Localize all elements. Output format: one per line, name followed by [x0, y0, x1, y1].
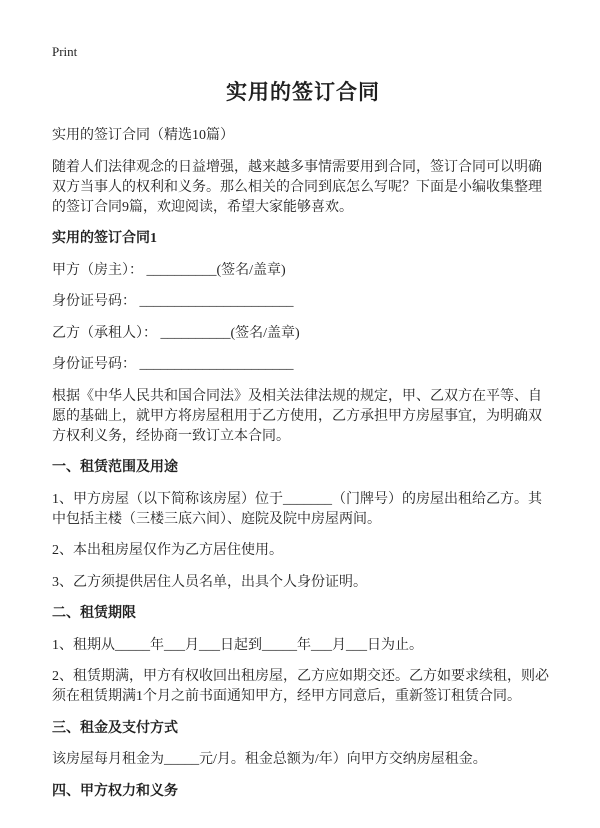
clause-scope-2: 2、本出租房屋仅作为乙方居住使用。 [52, 543, 283, 558]
heading-party-a-rights: 四、甲方权力和义务 [52, 783, 178, 799]
doc-subtitle: 实用的签订合同（精选10篇） [52, 128, 234, 143]
party-b-line: 乙方（承租人）： __________(签名/盖章) [52, 325, 300, 341]
party-b-id-line: 身份证号码： ______________________ [52, 357, 294, 372]
heading-contract-1: 实用的签订合同1 [52, 231, 157, 246]
print-link[interactable]: Print [52, 44, 78, 59]
page-title: 实用的签订合同 [226, 80, 380, 104]
intro-paragraph: 随着人们法律观念的日益增强，越来越多事情需要用到合同，签订合同可以明确双方当事人的权利和义务。那么相关的合同到底怎么写呢？下面是小编收集整理的签订合同9篇，欢迎阅读，希望大家能够喜欢。 [52, 159, 542, 215]
heading-lease-term: 二、租赁期限 [52, 606, 136, 621]
clause-rent-1: 该房屋每月租金为_____元/月。租金总额为/年）向甲方交纳房屋租金。 [52, 752, 487, 767]
legal-basis-paragraph: 根据《中华人民共和国合同法》及相关法律法规的规定，甲、乙双方在平等、自愿的基础上，就甲方将房屋租用于乙方使用，乙方承担甲方房屋事宜，为明确双方权利义务，经协商一致订立本合同。 [52, 388, 542, 444]
party-a-line: 甲方（房主）： __________(签名/盖章) [52, 262, 286, 278]
heading-lease-scope: 一、租赁范围及用途 [52, 460, 178, 475]
clause-term-2: 2、租赁期满，甲方有权收回出租房屋，乙方应如期交还。乙方如要求续租，则必须在租赁期满1个月之前书面通知甲方，经甲方同意后，重新签订租赁合同。 [52, 669, 549, 704]
party-a-id-line: 身份证号码： ______________________ [52, 294, 294, 309]
clause-term-1: 1、租期从_____年___月___日起到_____年___月___日为止。 [52, 637, 423, 653]
clause-scope-1: 1、甲方房屋（以下简称该房屋）位于_______（门牌号）的房屋出租给乙方。其中包括主楼（三楼三底六间）、庭院及院中房屋两间。 [52, 491, 542, 527]
heading-rent-payment: 三、租金及支付方式 [52, 720, 178, 736]
clause-scope-3: 3、乙方须提供居住人员名单，出具个人身份证明。 [52, 574, 367, 590]
